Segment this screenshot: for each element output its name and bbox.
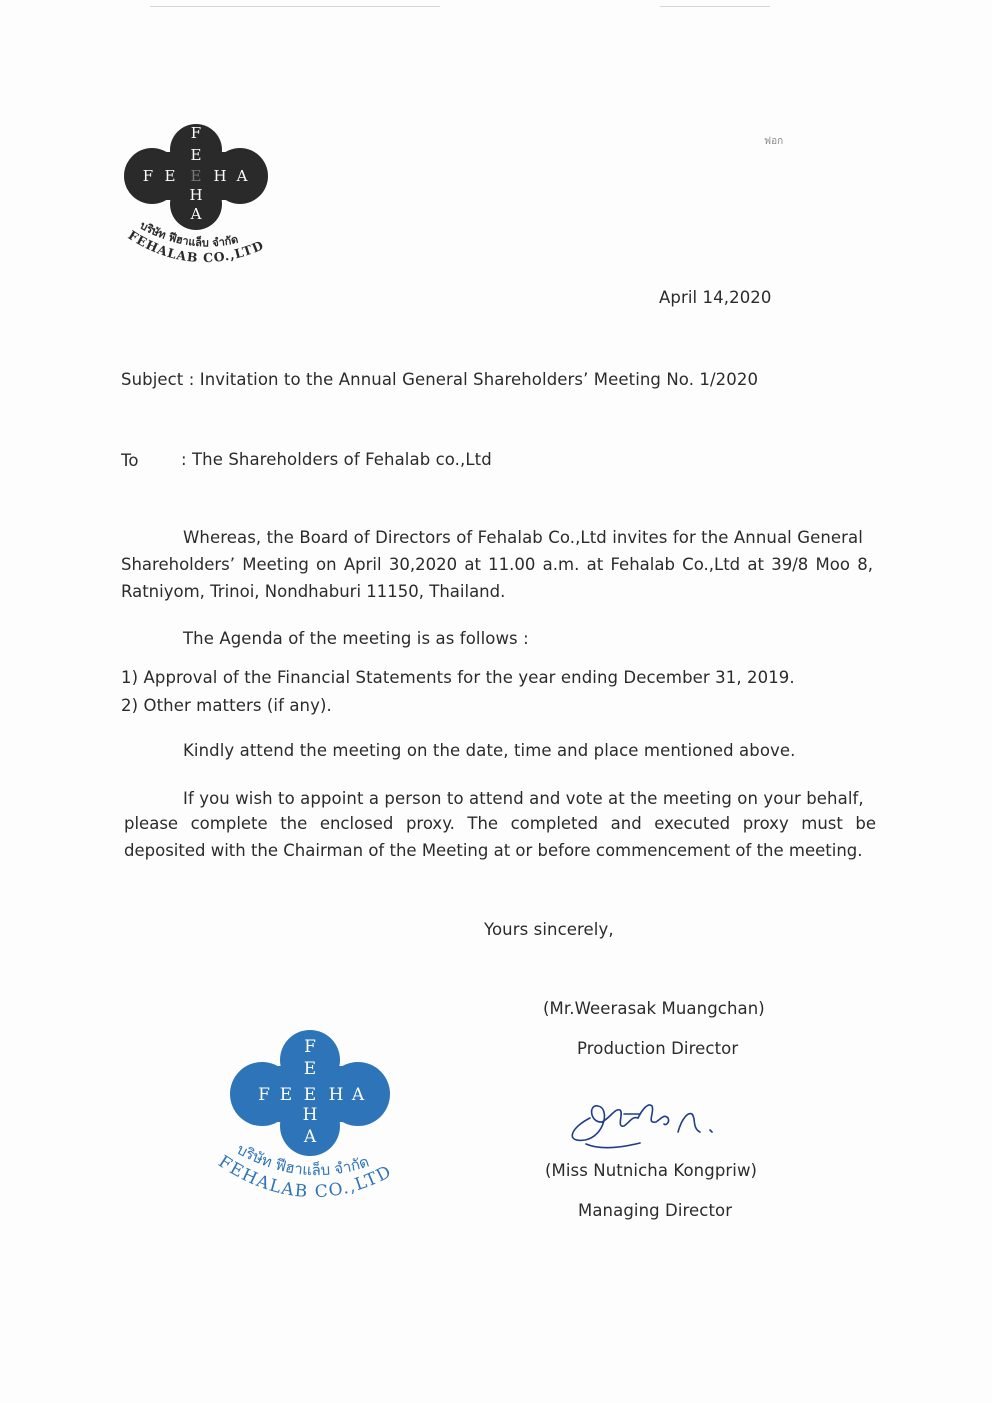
logo-letter: E <box>164 167 176 185</box>
attend-note: Kindly attend the meeting on the date, time and place mentioned above. <box>183 741 796 760</box>
agenda-intro: The Agenda of the meeting is as follows : <box>183 629 529 648</box>
scan-edge-line <box>660 6 770 7</box>
paragraph-intro-body: Shareholders’ Meeting on April 30,2020 at 11.00 a.m. at Fehalab Co.,Ltd at 39/8 Moo 8, Ratniyom, Trinoi, Nondhaburi 11150, Thailand. <box>121 555 873 601</box>
proxy-paragraph-first-line: If you wish to appoint a person to attend and vote at the meeting on your behalf, <box>183 789 864 808</box>
stamp-english-name: FEHALAB CO.,LTD <box>214 1151 396 1203</box>
header-mark: ฟอก <box>764 136 784 147</box>
company-logo <box>112 118 292 278</box>
company-stamp <box>208 1026 414 1226</box>
logo-letter: A <box>190 205 202 223</box>
letter-date: April 14,2020 <box>659 288 772 307</box>
stamp-letter: A <box>303 1127 317 1147</box>
stamp-letter: E <box>303 1059 317 1079</box>
scan-edge-line <box>150 6 440 7</box>
signer-production-director-name: (Mr.Weerasak Muangchan) <box>543 999 765 1018</box>
signer-managing-director-title: Managing Director <box>578 1201 733 1220</box>
paragraph-intro-first-line: Whereas, the Board of Directors of Fehalab Co.,Ltd invites for the Annual General <box>183 528 863 547</box>
logo-thai-name: บริษัท ฟีฮาแล็บ จำกัด <box>137 218 240 250</box>
logo-english-name: FEHALAB CO.,LTD <box>125 227 267 266</box>
signer-managing-director-name: (Miss Nutnicha Kongpriw) <box>545 1161 758 1180</box>
logo-letter: H <box>189 186 203 204</box>
to-recipient: : The Shareholders of Fehalab co.,Ltd <box>181 450 492 469</box>
agenda-item: 2) Other matters (if any). <box>121 696 332 715</box>
stamp-letter: F <box>258 1085 270 1105</box>
stamp-letter: E <box>303 1085 317 1105</box>
signer-production-director-title: Production Director <box>577 1039 739 1058</box>
logo-letter: F <box>190 124 202 142</box>
stamp-letter: H <box>302 1105 318 1125</box>
stamp-letter: H <box>328 1085 344 1105</box>
logo-letter: F <box>142 167 154 185</box>
logo-letter: E <box>190 167 202 185</box>
logo-letter: H <box>213 167 227 185</box>
logo-letter: E <box>190 146 202 164</box>
stamp-letter: E <box>279 1085 293 1105</box>
to-label: To <box>121 451 139 470</box>
agenda-item: 1) Approval of the Financial Statements for the year ending December 31, 2019. <box>121 668 795 687</box>
closing-salutation: Yours sincerely, <box>484 920 614 939</box>
logo-letter: A <box>236 167 248 185</box>
letter-subject: Subject : Invitation to the Annual General Shareholders’ Meeting No. 1/2020 <box>121 370 759 389</box>
handwritten-signature <box>560 1088 730 1158</box>
stamp-letter: F <box>304 1037 316 1057</box>
proxy-paragraph-body: please complete the enclosed proxy. The completed and executed proxy must be deposited with the Chairman of the Meeting at or before commencement of the meeting. <box>124 814 876 860</box>
stamp-letter: A <box>351 1085 365 1105</box>
stamp-thai-name: บริษัท ฟีฮาแล็บ จำกัด <box>233 1140 372 1180</box>
